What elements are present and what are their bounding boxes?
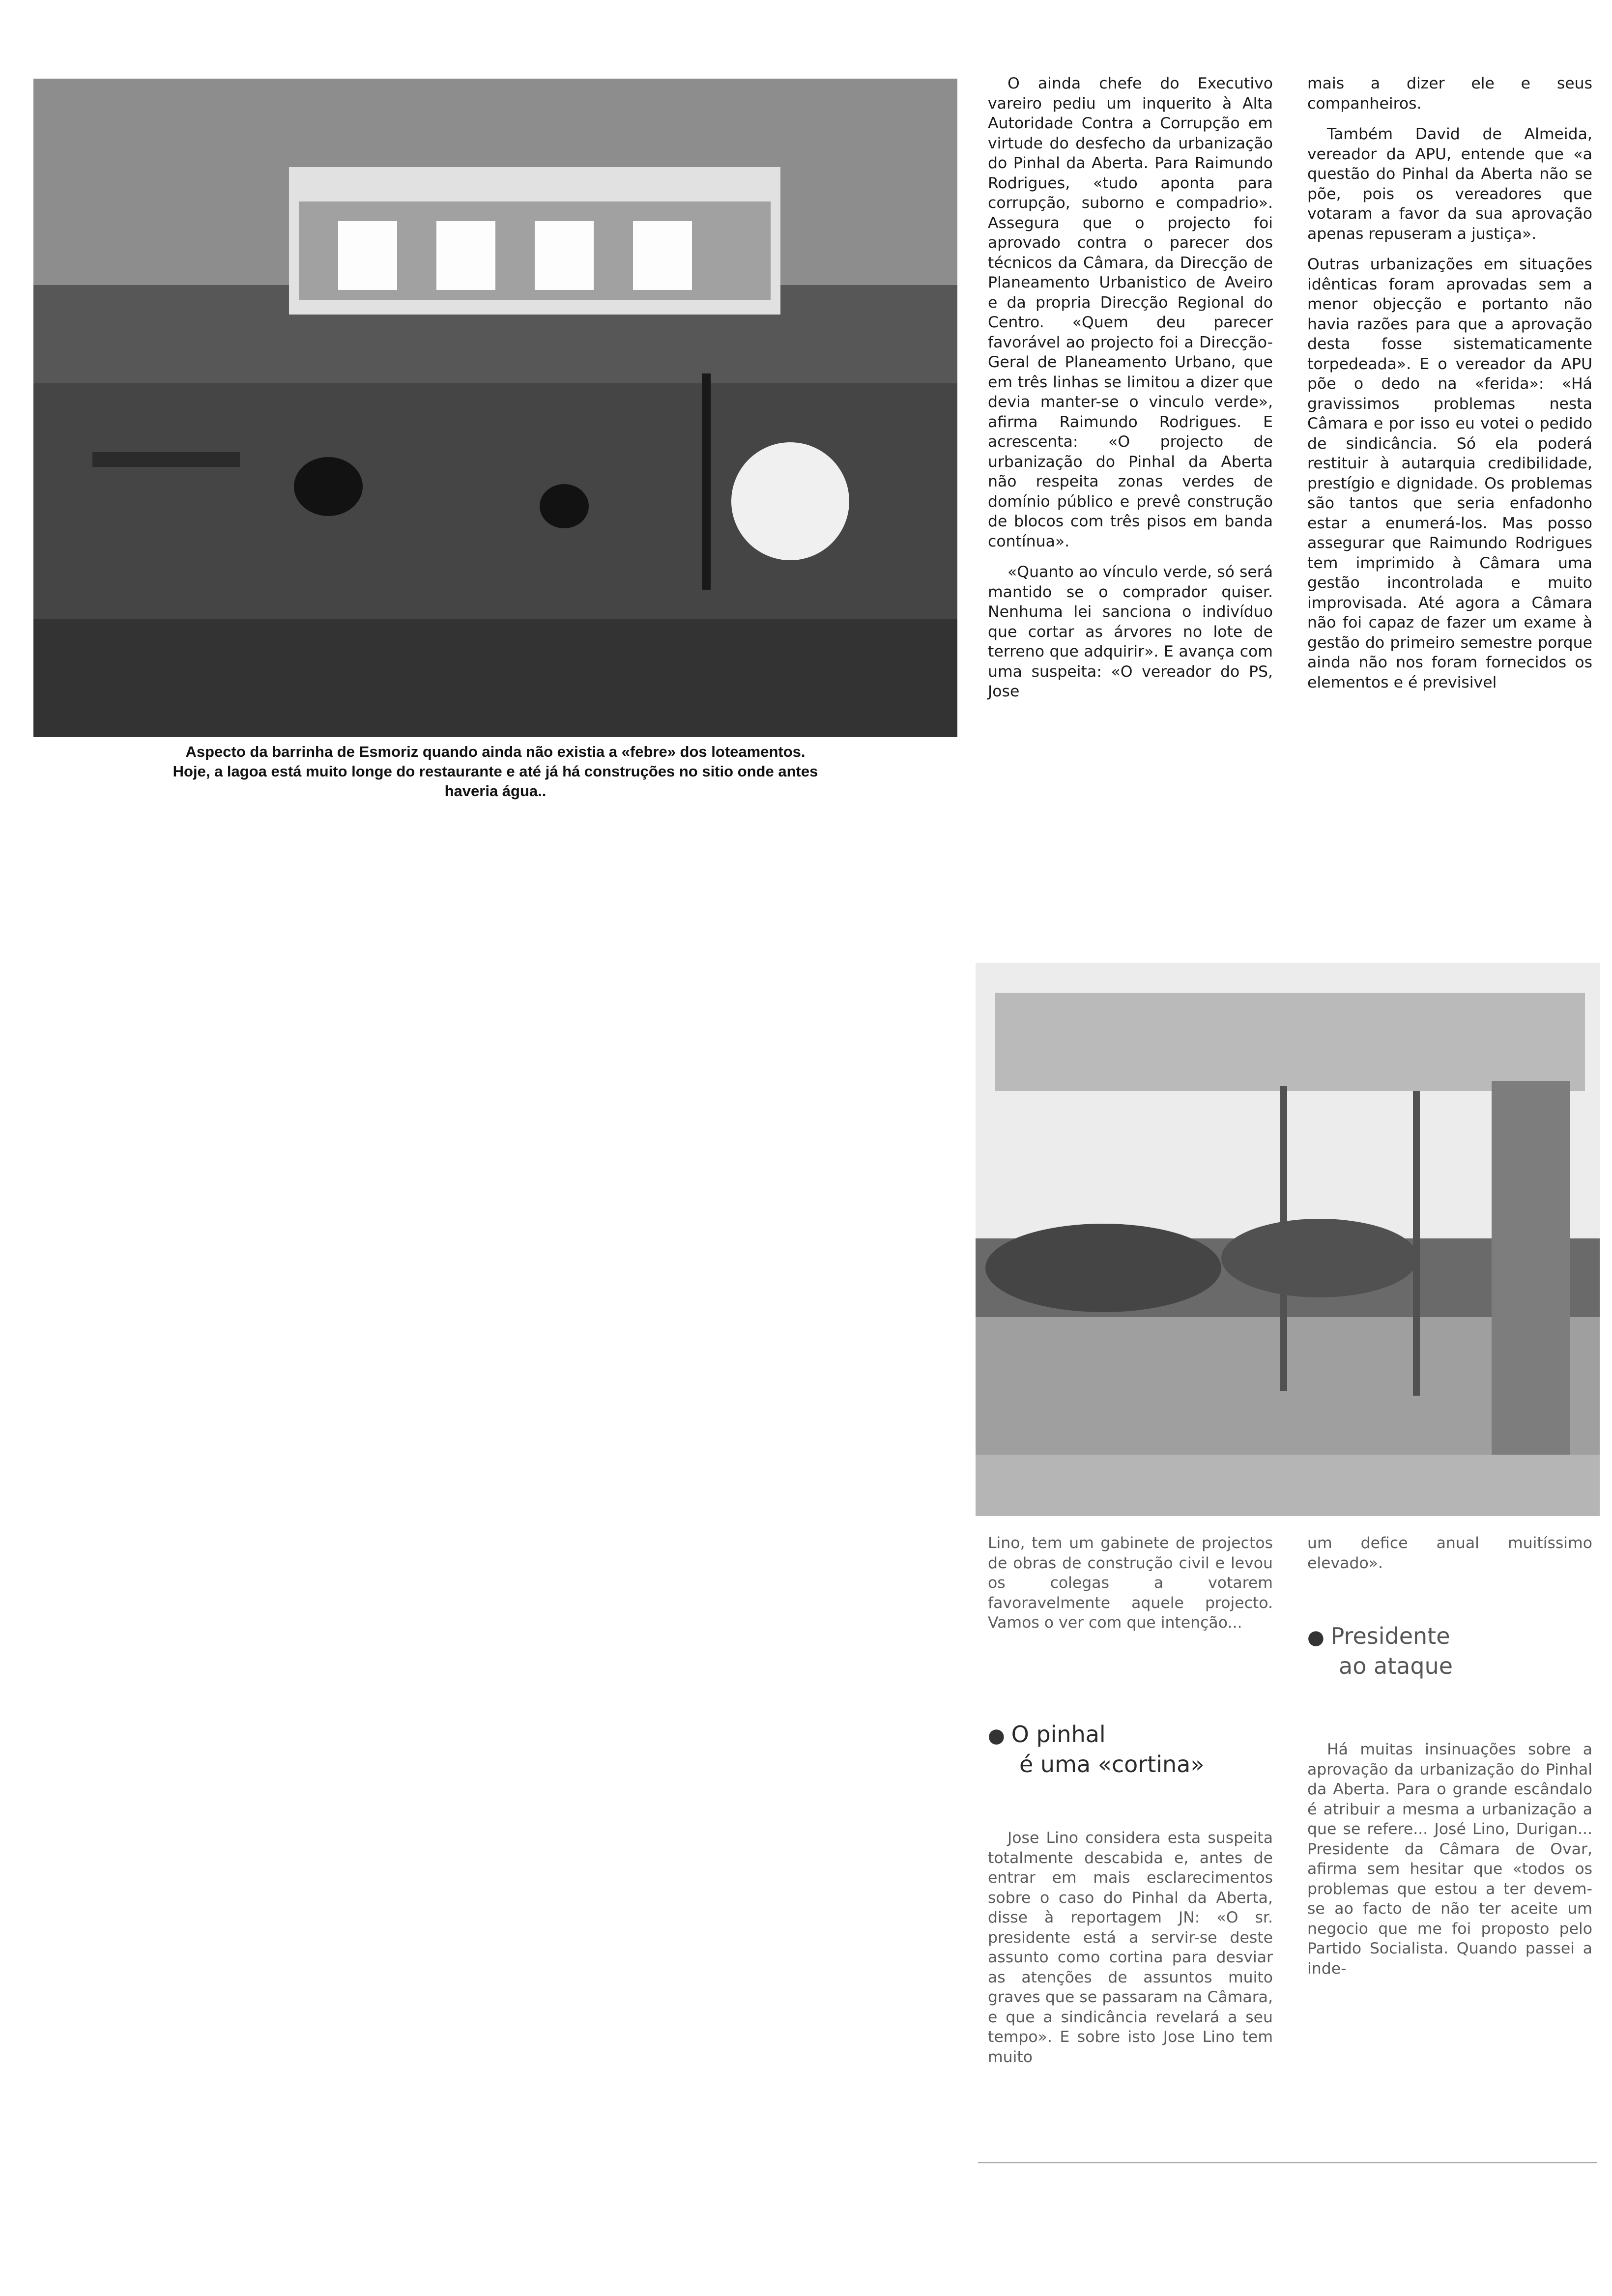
photo-pine-grove (976, 963, 1600, 1516)
subheading-line-1: O pinhal (1011, 1721, 1106, 1748)
subheading-line-2: ao ataque (1339, 1653, 1453, 1679)
caption-line-1: Aspecto da barrinha de Esmoriz quando ainda não existia a «febre» dos loteamentos. (185, 743, 806, 760)
article-column-3b (988, 1828, 1273, 2067)
paragraph: Também David de Almeida, vereador da APU, entende que «a questão do Pinhal da Aberta não se põe, pois os vereadores que votaram a favor da sua aprovação apenas repuseram a justiça». (1307, 125, 1592, 243)
article-column-4 (1307, 1533, 1592, 1573)
caption-line-2: Hoje, a lagoa está muito longe do restaurante e até já há construções no sitio onde antes (173, 763, 818, 780)
bullet-icon: ● (988, 1724, 1011, 1747)
article-column-3 (988, 1533, 1273, 1633)
photo-lagoon (33, 79, 957, 737)
subheading-pinhal (988, 1720, 1273, 1779)
article-column-2 (1307, 74, 1592, 692)
paragraph: um defice anual muitíssimo elevado». (1307, 1534, 1592, 1572)
bottom-rule (978, 2162, 1597, 2163)
subheading-line-1: Presidente (1330, 1623, 1450, 1649)
paragraph: Outras urbanizações em situações idênticas foram aprovadas sem a menor objecção e portanto não havia razões para que a aprovação desta fosse sistematicamente torpedeada». E o vereador da APU põe o dedo na «ferida»: «Há gravissimos problemas nesta Câmara e por isso eu votei o pedido de sindicância. Só ela poderá restituir à autarquia credibilidade, prestígio e dignidade. Os problemas são tantos que seria enfadonho estar a enumerá-los. Mas posso assegurar que Raimundo Rodrigues tem imprimido à Câmara uma gestão incontrolada e muito improvisada. Até agora a Câmara não foi capaz de fazer um exame à gestão do primeiro semestre porque ainda não nos foram fornecidos os elementos e é previsivel (1307, 256, 1592, 691)
article-column-1 (988, 74, 1273, 702)
paragraph: Lino, tem um gabinete de projectos de obras de construção civil e levou os colegas a votarem favoravelmente aquele projecto. Vamos o ver com que intenção... (988, 1534, 1273, 1632)
caption-line-3: haveria água.. (444, 782, 547, 800)
photo-caption (33, 742, 957, 801)
bullet-icon: ● (1307, 1626, 1331, 1649)
article-column-4b (1307, 1740, 1592, 1979)
paragraph: Há muitas insinuações sobre a aprovação da urbanização do Pinhal da Aberta. Para o grande escândalo é atribuir a mesma a urbanização a que se refere... José Lino, Durigan... Presidente da Câmara de Ovar, afirma sem hesitar que «todos os problemas que estou a ter devem-se ao facto de não ter aceite um negocio que me foi proposto pelo Partido Socialista. Quando passei a inde- (1307, 1741, 1592, 1978)
paragraph: «Quanto ao vínculo verde, só será mantido se o comprador quiser. Nenhuma lei sanciona o indivíduo que cortar as árvores no lote de terreno que adquirir». E avança com uma suspeita: «O vereador do PS, Jose (988, 563, 1273, 700)
paragraph: O ainda chefe do Executivo vareiro pediu um inquerito à Alta Autoridade Contra a Corrupção em virtude do desfecho da urbanização do Pinhal da Aberta. Para Raimundo Rodrigues, «tudo aponta para corrupção, suborno e compadrio». Assegura que o projecto foi aprovado contra o parecer dos técnicos da Câmara, da Direcção de Planeamento Urbanistico de Aveiro e da propria Direcção Regional do Centro. «Quem deu parecer favorável ao projecto foi a Direcção-Geral de Planeamento Urbano, que em três linhas se limitou a dizer que devia manter-se o vinculo verde», afirma Raimundo Rodrigues. E acrescenta: «O projecto de urbanização do Pinhal da Aberta não respeita zonas verdes de domínio público e prevê construção de blocos com três pisos em banda contínua». (988, 75, 1273, 550)
paragraph: Jose Lino considera esta suspeita totalmente descabida e, antes de entrar em mais esclarecimentos sobre o caso do Pinhal da Aberta, disse à reportagem JN: «O sr. presidente está a servir-se deste assunto como cortina para desviar as atenções de assuntos muito graves que se passaram na Câmara, e que a sindicância revelará a seu tempo». E sobre isto Jose Lino tem muito (988, 1829, 1273, 2066)
subheading-presidente (1307, 1622, 1592, 1680)
subheading-line-2: é uma «cortina» (1019, 1751, 1205, 1778)
paragraph: mais a dizer ele e seus companheiros. (1307, 75, 1592, 113)
